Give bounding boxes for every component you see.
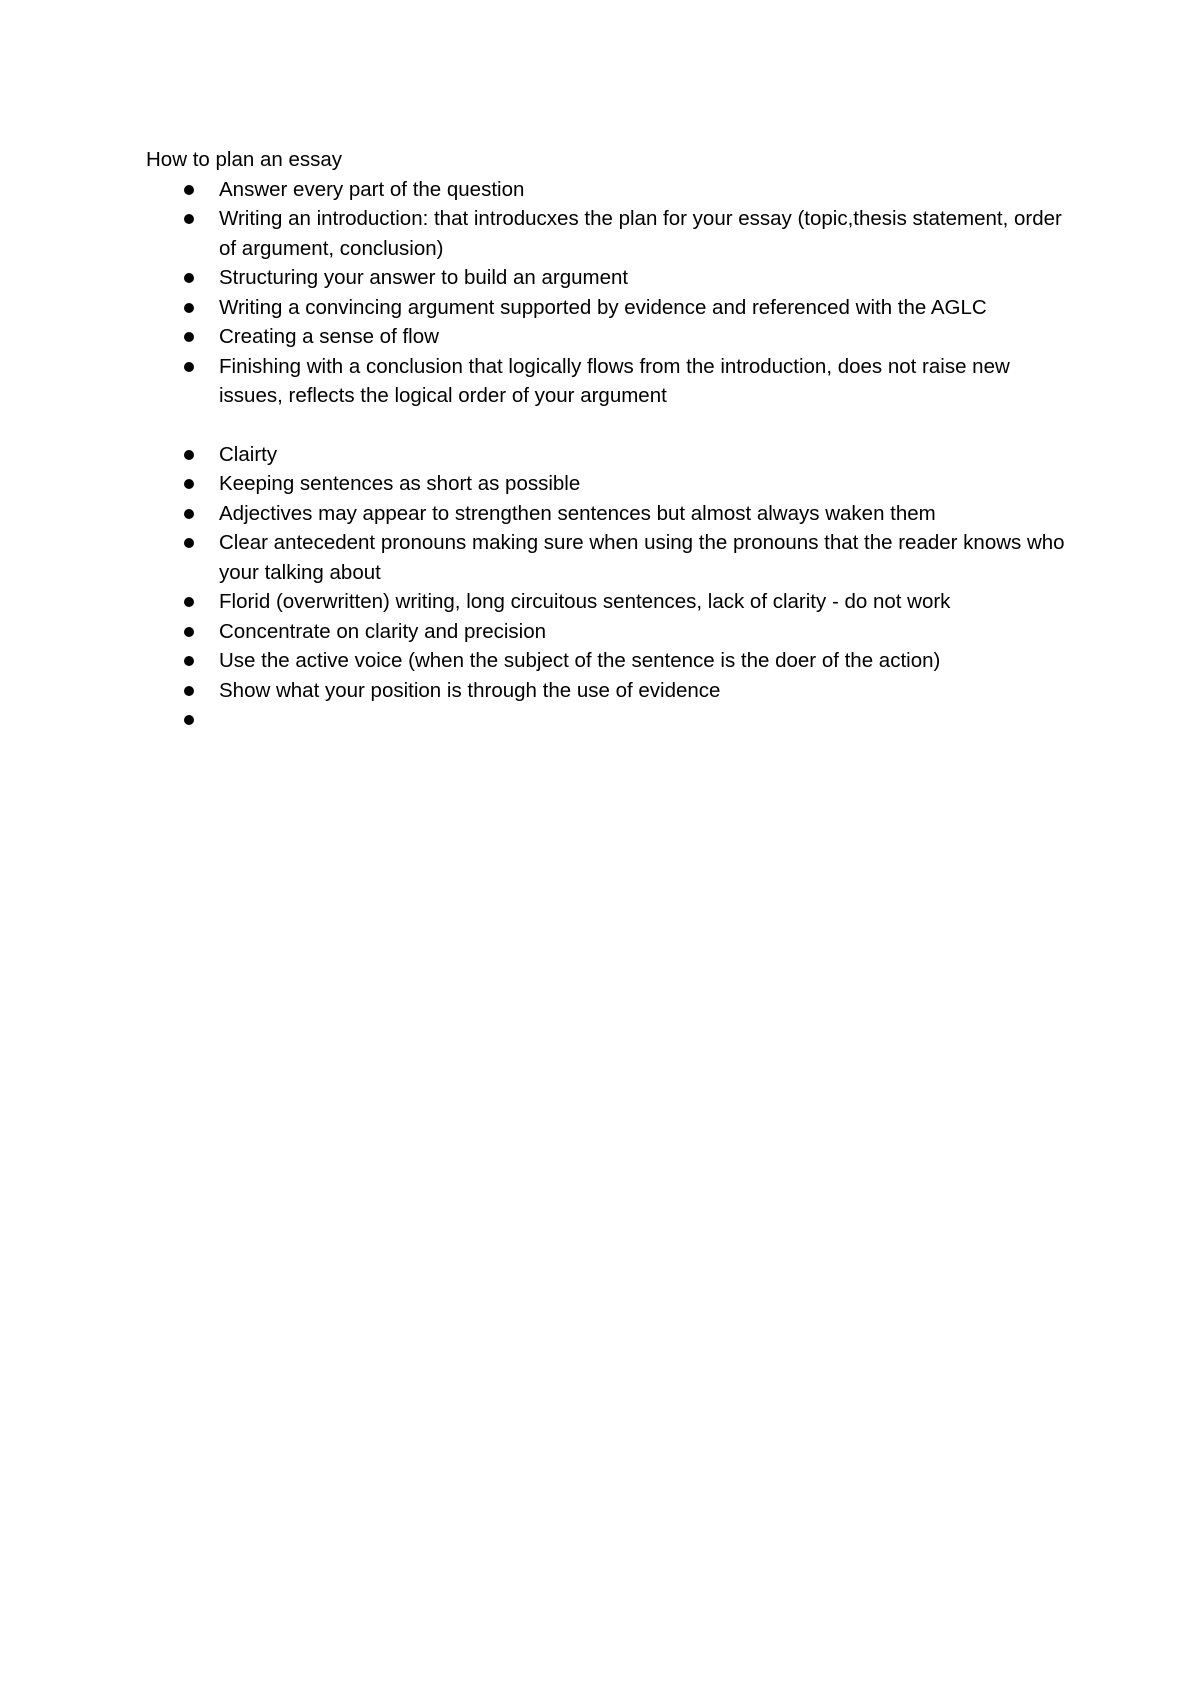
list-item: Florid (overwritten) writing, long circuitous sentences, lack of clarity - do not work xyxy=(146,587,1076,617)
list-item: Writing an introduction: that introducxes the plan for your essay (topic,thesis statement, order of argument, conclusion) xyxy=(146,204,1076,263)
bullet-icon xyxy=(184,686,194,696)
bullet-list-planning xyxy=(146,175,1076,411)
bullet-icon xyxy=(184,273,194,283)
bullet-list-clarity xyxy=(146,440,1076,735)
list-item: Answer every part of the question xyxy=(146,175,1076,205)
document-body xyxy=(146,145,1076,735)
bullet-icon xyxy=(184,214,194,224)
bullet-icon xyxy=(184,450,194,460)
document-title: How to plan an essay xyxy=(146,148,343,171)
list-item: Show what your position is through the use of evidence xyxy=(146,676,1076,706)
bullet-icon xyxy=(184,656,194,666)
bullet-icon xyxy=(184,509,194,519)
list-item: Clear antecedent pronouns making sure when using the pronouns that the reader knows who your talking about xyxy=(146,528,1076,587)
bullet-icon xyxy=(184,332,194,342)
list-item: Use the active voice (when the subject of the sentence is the doer of the action) xyxy=(146,646,1076,676)
list-item: Creating a sense of flow xyxy=(146,322,1076,352)
list-item-empty xyxy=(146,705,1076,735)
bullet-icon xyxy=(184,627,194,637)
list-item: Adjectives may appear to strengthen sentences but almost always waken them xyxy=(146,499,1076,529)
bullet-icon xyxy=(184,715,194,725)
list-item: Keeping sentences as short as possible xyxy=(146,469,1076,499)
list-item: Clairty xyxy=(146,440,1076,470)
bullet-icon xyxy=(184,303,194,313)
bullet-icon xyxy=(184,479,194,489)
list-item: Structuring your answer to build an argument xyxy=(146,263,1076,293)
bullet-icon xyxy=(184,597,194,607)
bullet-icon xyxy=(184,185,194,195)
bullet-icon xyxy=(184,362,194,372)
list-item: Writing a convincing argument supported by evidence and referenced with the AGLC xyxy=(146,293,1076,323)
bullet-icon xyxy=(184,538,194,548)
list-item: Finishing with a conclusion that logically flows from the introduction, does not raise new issues, reflects the logical order of your argument xyxy=(146,352,1076,411)
list-item: Concentrate on clarity and precision xyxy=(146,617,1076,647)
